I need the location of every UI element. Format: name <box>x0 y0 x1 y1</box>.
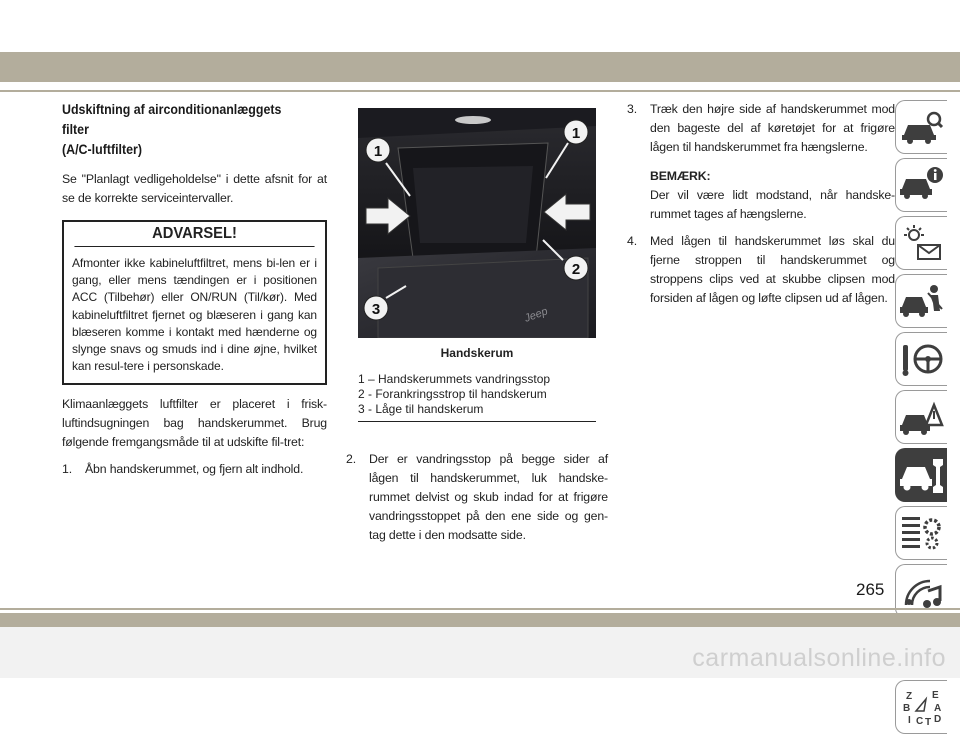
legend-item: 2 - Forankringsstrop til handskerum <box>358 387 547 401</box>
step-list-2 <box>346 450 608 545</box>
svg-text:1: 1 <box>373 143 383 160</box>
note-heading: BEMÆRK: <box>650 169 711 183</box>
body-paragraph: Klimaanlæggets luftfilter er placeret i frisk-luftindsugningen bag handskerummet. Brug følgende fremgangsmåde til at udskifte fil-tret: <box>62 397 327 450</box>
car-info-icon <box>900 165 944 205</box>
multimedia-icon <box>900 571 944 611</box>
step-item: 4. Med lågen til handskerummet løs skal du fjerne stroppen til handskerummet og stroppens clips ved at skubbe clipsen mod forsiden af lågen og løfte clipsen ud af lågen. <box>627 234 895 305</box>
warning-title: ADVARSEL! <box>74 222 314 247</box>
svg-text:1: 1 <box>571 125 581 142</box>
svg-text:D: D <box>933 714 941 725</box>
glovebox-photo <box>358 108 596 338</box>
svg-text:C: C <box>915 716 923 727</box>
svg-text:Z: Z <box>905 691 912 702</box>
page-number: 265 <box>856 580 885 599</box>
alphabet-index-icon <box>900 687 944 727</box>
warning-box <box>62 220 327 385</box>
car-roadside-warning-icon <box>900 397 944 437</box>
tab-emergency[interactable] <box>895 390 947 444</box>
car-wrench-icon <box>900 455 944 495</box>
watermark: carmanualsonline.info <box>692 644 946 672</box>
callout-1-left <box>366 138 390 162</box>
svg-text:I: I <box>907 715 911 726</box>
tab-warning-lights[interactable] <box>895 216 947 270</box>
svg-text:B: B <box>902 703 910 714</box>
step-item: 2. Der er vandringsstop på begge sider af lågen til handskerummet, luk handske-rummet delvist og skub indad for at frigøre vandringsstoppet på den ene side og gen-tag dette i den modsatte side. <box>346 452 608 542</box>
header-rule <box>0 90 960 92</box>
step-item: 3. Træk den højre side af handskerummet mod den bageste del af køretøjet for at frigøre lågen til handskerummet fra hængslerne. BEMÆRK: Der vil være lidt modstand, når handske-rummet tages af hængslerne. <box>627 100 895 224</box>
tab-start-operate[interactable] <box>895 332 947 386</box>
footer-rule <box>0 608 960 610</box>
section-title: Udskiftning af airconditionanlæggets filter (A/C-luftfilter) <box>62 102 282 157</box>
tab-index[interactable] <box>895 680 947 734</box>
step-item: 1. Åbn handskerummet, og fjern alt indhold. <box>62 462 304 477</box>
car-magnifier-icon <box>900 107 944 147</box>
warning-lights-mail-icon <box>900 223 944 263</box>
svg-text:2: 2 <box>571 261 581 278</box>
intro-paragraph: Se "Planlagt vedligeholdelse" i dette afsnit for at se de korrekte serviceintervaller. <box>62 172 327 205</box>
right-column <box>627 100 895 308</box>
svg-text:3: 3 <box>371 301 381 318</box>
header-band <box>0 52 960 82</box>
svg-text:T: T <box>924 717 931 727</box>
warning-text: Afmonter ikke kabineluftfiltret, mens bi-len er i gang, eller mens tændingen er i positionen ACC (Tilbehør) eller ON/RUN (Til/kør). Med kabineluftfiltret fjernet og blæseren i gang kan blæseren komme i kontakt med hænderne og slynge snavs og smuds ind i dine øjne, hvilket kan resul-tere i personskade. <box>72 256 317 374</box>
callout-2 <box>564 256 588 280</box>
tab-car-magnifier[interactable] <box>895 100 947 154</box>
glovebox-illustration <box>358 108 596 338</box>
note-text: Der vil være lidt modstand, når handske-rummet tages af hængslerne. <box>650 188 895 221</box>
legend-item: 1 – Handskerummets vandringsstop <box>358 372 551 386</box>
footer-band <box>0 613 960 627</box>
tab-servicing-maintenance[interactable] <box>895 448 947 502</box>
figure-legend <box>358 372 596 417</box>
legend-divider <box>358 421 596 422</box>
legend-item: 3 - Låge til handskerum <box>358 402 484 416</box>
callout-3 <box>364 296 388 320</box>
step-list-3 <box>627 100 895 308</box>
specs-gears-icon <box>900 513 944 553</box>
svg-text:A: A <box>933 703 941 714</box>
figure-caption: Handskerum <box>440 346 514 360</box>
tab-specifications[interactable] <box>895 506 947 560</box>
jeep-badge-label: Jeep <box>522 305 550 325</box>
car-airbag-person-icon <box>900 281 944 321</box>
left-column <box>62 100 327 479</box>
callout-1-right <box>564 120 588 144</box>
tab-safety[interactable] <box>895 274 947 328</box>
svg-text:E: E <box>931 690 939 701</box>
tab-car-info[interactable] <box>895 158 947 212</box>
step-list-1 <box>62 460 327 479</box>
key-steering-wheel-icon <box>900 339 944 379</box>
